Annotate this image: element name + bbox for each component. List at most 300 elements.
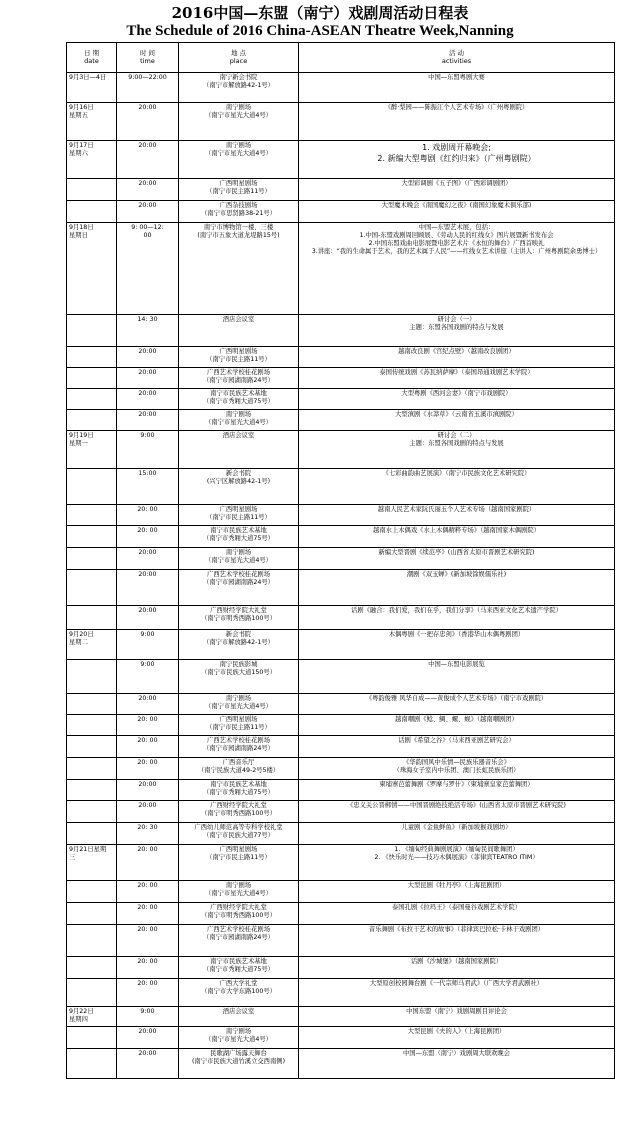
place-cell-line: 新会书院	[225, 470, 252, 477]
header-time-en: time	[140, 56, 155, 65]
activity-cell-line: 中国—东盟电影展览	[428, 661, 485, 668]
place-cell	[179, 179, 299, 201]
header-place	[179, 43, 299, 73]
header-place-cn: 地 点	[230, 48, 247, 57]
place-cell-line: 南宁民族影城	[219, 661, 258, 668]
time-cell	[117, 715, 179, 736]
activity-cell	[299, 103, 615, 141]
activity-cell	[299, 141, 615, 179]
time-cell-line: 20: 00	[137, 527, 158, 534]
place-cell	[179, 736, 299, 758]
place-cell	[179, 979, 299, 1007]
time-cell-line: 9:00	[140, 1008, 155, 1015]
table-row	[67, 179, 615, 201]
date-cell-line: 星期一	[69, 440, 88, 447]
activity-cell	[299, 780, 615, 801]
activity-cell-line: 《粤韵俊雅 风华自成——黄俊成个人艺术专场》（南宁市戏剧院）	[365, 695, 548, 702]
header-row	[67, 43, 615, 73]
date-cell	[67, 201, 117, 223]
schedule-table	[66, 42, 615, 1079]
activity-cell-line: 研讨会（二）	[437, 432, 476, 439]
place-cell	[179, 505, 299, 526]
place-cell-line: 广西音乐厅	[222, 759, 255, 766]
activity-cell-line: 潮剧《双玉蝉》(新加坡馀娱儒乐社)	[406, 571, 507, 578]
time-cell-line: 20:00	[138, 202, 157, 209]
activity-cell-line: 主题：东盟各国戏剧的特点与发展	[409, 324, 504, 331]
time-cell	[117, 1027, 179, 1049]
time-cell-line: 20:00	[138, 607, 157, 614]
time-cell-line: 20: 00	[137, 980, 158, 987]
table-row	[67, 736, 615, 758]
place-cell-line: （南宁市明秀西路100号）	[201, 615, 276, 622]
date-cell	[67, 979, 117, 1007]
date-cell	[67, 801, 117, 823]
place-cell-line: (兴宁区解放路42-1号)	[206, 478, 271, 485]
date-cell	[67, 881, 117, 903]
table-row	[67, 823, 615, 845]
place-cell-line: 南宁剧场	[225, 411, 252, 418]
place-cell	[179, 431, 299, 469]
date-cell	[67, 845, 117, 881]
place-cell-line: 民歌湖广场露天舞台	[210, 1050, 267, 1057]
time-cell	[117, 368, 179, 389]
date-cell-line: 星期六	[69, 150, 88, 157]
place-cell-line: 南宁市民族艺术基地	[210, 958, 267, 965]
place-cell-line: 南宁剧场	[225, 695, 252, 702]
place-cell-line: （南宁市园湖南路24号）	[203, 934, 274, 941]
place-cell	[179, 845, 299, 881]
time-cell-line: 9:00	[140, 432, 155, 439]
table-row	[67, 223, 615, 315]
activity-cell-line: 《七彩曲韵曲艺展演》（南宁市民族文化艺术研究院）	[382, 470, 531, 477]
place-cell	[179, 606, 299, 630]
time-cell-line: 20: 00	[137, 759, 158, 766]
place-cell	[179, 368, 299, 389]
place-cell	[179, 73, 299, 103]
table-row	[67, 660, 615, 694]
place-cell-line: （南宁市星光大道4号）	[205, 112, 272, 119]
table-row	[67, 957, 615, 979]
place-cell-line: （南宁市民主路11号）	[206, 188, 271, 195]
table-row	[67, 979, 615, 1007]
place-cell-line: （南宁市秀厢大道75号）	[203, 966, 274, 973]
place-cell	[179, 758, 299, 780]
place-cell	[179, 660, 299, 694]
activity-cell-line: 2. 新编大型粤剧《红约归来》（广州粤剧院）	[377, 154, 536, 163]
date-cell	[67, 103, 117, 141]
time-cell	[117, 903, 179, 925]
place-cell-line: 酒店会议室	[222, 1008, 255, 1015]
date-cell	[67, 410, 117, 431]
date-cell-line: 9月20日	[69, 631, 94, 638]
place-cell-line: （南宁市明秀西路100号）	[201, 810, 276, 817]
place-cell-line: （南宁市民族大道150号）	[201, 669, 276, 676]
activity-cell	[299, 845, 615, 881]
place-cell	[179, 347, 299, 368]
table-row	[67, 315, 615, 347]
place-cell-line: 广西艺术学校桂花剧场	[207, 369, 270, 376]
schedule-header	[0, 0, 640, 42]
activity-cell	[299, 925, 615, 957]
place-cell-line: 南宁剧场	[225, 882, 252, 889]
date-cell-line: 星期四	[69, 1016, 88, 1023]
place-cell	[179, 957, 299, 979]
time-cell	[117, 347, 179, 368]
table-row	[67, 780, 615, 801]
place-cell-line: 南宁市博物馆一楼、三楼	[203, 224, 274, 231]
place-cell	[179, 103, 299, 141]
place-cell-line: 广西艺术学校桂花剧场	[207, 737, 270, 744]
date-cell-line: 星期五	[69, 112, 88, 119]
table-row	[67, 505, 615, 526]
date-cell-line: 星期二	[69, 639, 88, 646]
place-cell	[179, 201, 299, 223]
table-row	[67, 548, 615, 570]
date-cell	[67, 141, 117, 179]
date-cell	[67, 73, 117, 103]
time-cell	[117, 660, 179, 694]
place-cell	[179, 801, 299, 823]
time-cell	[117, 694, 179, 715]
place-cell-line: 广西明星剧场	[219, 506, 258, 513]
activity-cell	[299, 548, 615, 570]
activity-cell	[299, 630, 615, 660]
activity-cell-line: 大型滇剧《水莽草》（云南省玉溪市滇剧院）	[395, 411, 518, 418]
time-cell	[117, 431, 179, 469]
place-cell-line: 广西财经学院大礼堂	[210, 607, 267, 614]
place-cell-line: 广西明星剧场	[219, 180, 258, 187]
activity-cell	[299, 881, 615, 903]
time-cell	[117, 548, 179, 570]
header-date	[67, 43, 117, 73]
place-cell-line: （南宁市民主路11号）	[206, 514, 271, 521]
time-cell	[117, 801, 179, 823]
place-cell-line: 酒店会议室	[222, 316, 255, 323]
place-cell-line: 新会书院	[225, 631, 252, 638]
activity-cell-line: 越南人民艺术家阮氏丽玉个人艺术专场（越南国家剧院）	[377, 506, 536, 513]
place-cell-line: （南宁市星光大道4号）	[205, 557, 272, 564]
place-cell-line: （南宁市星光大道4号）	[205, 703, 272, 710]
activity-cell-line: 中国—东盟（南宁）戏剧周大联欢晚会	[402, 1050, 511, 1057]
activity-cell	[299, 526, 615, 548]
time-cell	[117, 630, 179, 660]
time-cell	[117, 570, 179, 606]
activity-cell	[299, 1049, 615, 1079]
time-cell-line: 20:00	[138, 411, 157, 418]
table-row	[67, 881, 615, 903]
time-cell-line: 9:00	[140, 631, 155, 638]
activity-cell	[299, 201, 615, 223]
time-cell-line: 20: 00	[137, 926, 158, 933]
table-row	[67, 1007, 615, 1027]
place-cell-line: （南宁市秀厢大道75号）	[203, 535, 274, 542]
activity-cell-line: 大型原创校园舞台剧《一代宗师马君武》（广西大学君武剧社）	[369, 980, 544, 987]
activity-cell-line: 话剧《沙城堡》（越南国家剧院）	[410, 958, 503, 965]
header-activities-en: activities	[441, 56, 472, 65]
time-cell-line: 14: 30	[137, 316, 158, 323]
time-cell-line: 20:00	[138, 180, 157, 187]
place-cell-line: 南宁市民族艺术基地	[210, 527, 267, 534]
time-cell-line: 20:00	[138, 802, 157, 809]
date-cell-line: 9月16日	[69, 104, 94, 111]
table-row	[67, 431, 615, 469]
table-row	[67, 606, 615, 630]
activity-cell-line: 《醉·梨园——陈振江个人艺术专场》（广州粤剧院）	[384, 104, 529, 111]
activity-cell-line: 话剧《希望之谷》（马来西亚剧艺研究会）	[398, 737, 515, 744]
table-row	[67, 469, 615, 505]
activity-cell	[299, 570, 615, 606]
time-cell-line: 20:00	[138, 695, 157, 702]
place-cell-line: （南宁市园湖南路24号）	[203, 377, 274, 384]
time-cell-line: 20:00	[138, 781, 157, 788]
time-cell-line: 15:00	[138, 470, 157, 477]
time-cell-line: 20: 00	[137, 958, 158, 965]
place-cell-line: （南宁市园湖南路24号）	[203, 579, 274, 586]
place-cell-line: 南宁新会书院	[219, 74, 258, 81]
activity-cell-line: 话剧《融合：我们爱，我们在乎，我们分享》（马来西亚文化艺术遗产学院）	[351, 607, 562, 614]
activity-cell-line: 研讨会（一）	[437, 316, 476, 323]
place-cell-line: (南宁市民族大道竹溪立交西南侧)	[191, 1058, 286, 1065]
time-cell-line: 20:00	[138, 104, 157, 111]
header-place-en: place	[229, 56, 248, 65]
activity-cell	[299, 903, 615, 925]
activity-cell-line: 1.中国-东盟戏剧周回顾展、《劳动人民的红线女》图片展暨新书发布会	[359, 232, 554, 239]
activity-cell	[299, 715, 615, 736]
time-cell	[117, 823, 179, 845]
table-row	[67, 694, 615, 715]
date-cell	[67, 223, 117, 315]
place-cell-line: 南宁剧场	[225, 104, 252, 111]
place-cell	[179, 548, 299, 570]
activity-cell	[299, 389, 615, 410]
activity-cell-line: 2.中国东盟戏曲电影展暨电影艺术片《永恒的舞台》广西首映礼	[368, 240, 545, 247]
time-cell-line: 20: 00	[137, 506, 158, 513]
time-cell-line: 20:00	[138, 549, 157, 556]
activity-cell	[299, 694, 615, 715]
date-cell	[67, 957, 117, 979]
place-cell-line: （南宁市园湖南路24号）	[203, 745, 274, 752]
time-cell	[117, 606, 179, 630]
title-english: The Schedule of 2016 China-ASEAN Theatre Week,Nanning	[126, 23, 514, 39]
place-cell	[179, 694, 299, 715]
place-cell	[179, 1027, 299, 1049]
place-cell	[179, 1007, 299, 1027]
activity-cell	[299, 1027, 615, 1049]
table-row	[67, 1027, 615, 1049]
place-cell-line: 南宁剧场	[225, 142, 252, 149]
date-cell	[67, 548, 117, 570]
time-cell	[117, 315, 179, 347]
date-cell	[67, 606, 117, 630]
table-row	[67, 925, 615, 957]
activity-cell-line: 泰国孔剧《拉玛王》（泰国曼谷戏剧艺术学院）	[391, 904, 522, 911]
activity-cell	[299, 957, 615, 979]
place-cell	[179, 630, 299, 660]
place-cell-line: （南宁市解放路42-1号）	[203, 639, 274, 646]
place-cell-line: （南宁市大学东路100号）	[201, 988, 276, 995]
activity-cell-line: 越南改良剧《宫纪点壁》（越南改良剧团）	[398, 348, 515, 355]
time-cell	[117, 1007, 179, 1027]
table-row	[67, 73, 615, 103]
place-cell-line: 酒店会议室	[222, 432, 255, 439]
activity-cell-line: 大型彩调剧《五子图》（广西彩调剧团）	[401, 180, 512, 187]
place-cell-line: （南宁市秀厢大道75号）	[203, 789, 274, 796]
date-cell	[67, 1049, 117, 1079]
place-cell	[179, 469, 299, 505]
time-cell	[117, 957, 179, 979]
place-cell-line: 广西大学礼堂	[219, 980, 258, 987]
place-cell	[179, 570, 299, 606]
date-cell	[67, 347, 117, 368]
date-cell	[67, 903, 117, 925]
activity-cell	[299, 758, 615, 780]
activity-cell-line: 大型魔术晚会《南国魔幻之夜》(南国幻象魔术俱乐部)	[381, 202, 532, 209]
title-chinese: 2016中国—东盟（南宁）戏剧周活动日程表	[171, 4, 469, 22]
header-date-en: date	[84, 56, 99, 65]
place-cell-line: （南宁市民族大道77号）	[203, 832, 274, 839]
activity-cell-line: 大型昆剧《夫的人》（上海昆剧团）	[407, 1028, 506, 1035]
place-cell	[179, 223, 299, 315]
table-row	[67, 201, 615, 223]
place-cell-line: （南宁市星光大道4号）	[205, 150, 272, 157]
activity-cell	[299, 660, 615, 694]
place-cell-line: 广西明星剧场	[219, 348, 258, 355]
time-cell	[117, 141, 179, 179]
place-cell-line: （南宁市民主路11号）	[206, 854, 271, 861]
activity-cell-line: 泰国传统戏剧《苏瓦纳萨摩》（泰国昂通戏剧艺术学院）	[379, 369, 534, 376]
place-cell-line: 广西明星剧场	[219, 846, 258, 853]
time-cell-line: 20:00	[138, 348, 157, 355]
date-cell	[67, 505, 117, 526]
date-cell	[67, 925, 117, 957]
place-cell-line: （南宁市解放路42-1号）	[203, 82, 274, 89]
time-cell	[117, 780, 179, 801]
date-cell	[67, 315, 117, 347]
activity-cell	[299, 315, 615, 347]
time-cell	[117, 201, 179, 223]
activity-cell	[299, 469, 615, 505]
activity-cell-line: 柬埔寨芭蕾舞剧《罗摩与罗什》（柬埔寨皇家芭蕾舞团）	[379, 781, 534, 788]
activity-cell-line: 《忠义关公晋梆情——中国晋剧绝技绝活专场》(山西省太原市晋剧艺术研究院)	[346, 802, 566, 809]
place-cell-line: （南宁市民主路11号）	[206, 724, 271, 731]
place-cell-line: 南宁剧场	[225, 549, 252, 556]
activity-cell-line: 中国—东盟艺术展，包括：	[418, 224, 495, 231]
place-cell-line: （南宁民族大道49-2号5楼）	[197, 767, 280, 774]
date-cell	[67, 368, 117, 389]
activity-cell	[299, 347, 615, 368]
place-cell	[179, 903, 299, 925]
place-cell	[179, 780, 299, 801]
place-cell-line: 广西财经学院大礼堂	[210, 802, 267, 809]
place-cell-line: （南宁市星光大道4号）	[205, 890, 272, 897]
place-cell	[179, 389, 299, 410]
activity-cell	[299, 179, 615, 201]
place-cell	[179, 881, 299, 903]
date-cell	[67, 1007, 117, 1027]
header-date-cn: 日 期	[83, 48, 100, 57]
date-cell-line: 9月17日	[69, 142, 94, 149]
date-cell-line: 9月19日	[69, 432, 94, 439]
time-cell-line: 9: 00—12:	[131, 224, 164, 231]
date-cell	[67, 389, 117, 410]
activity-cell-line: 1. 《缅甸经典舞剧展演》（缅甸民间歌舞团）	[394, 846, 519, 853]
activity-cell	[299, 73, 615, 103]
time-cell-line: 20:00	[138, 571, 157, 578]
time-cell	[117, 979, 179, 1007]
activity-cell-line: 1. 戏剧周开幕晚会;	[422, 143, 491, 152]
time-cell-line: 20:00	[138, 142, 157, 149]
date-cell	[67, 469, 117, 505]
activity-cell-line: 中国东盟（南宁）戏剧周剧目评论会	[406, 1008, 507, 1015]
activity-cell-line: 儿童剧《金鱼鲜鱼》（新加坡猴戏剧坊）	[401, 824, 512, 831]
activity-cell	[299, 505, 615, 526]
table-row	[67, 389, 615, 410]
place-cell	[179, 823, 299, 845]
activity-cell-line: 新编大型晋剧《续范亭》(山西省太原市晋剧艺术研究院)	[378, 549, 535, 556]
time-cell-line: 20: 30	[137, 824, 158, 831]
table-row	[67, 368, 615, 389]
place-cell	[179, 141, 299, 179]
date-cell	[67, 823, 117, 845]
activity-cell-line: 主题：东盟各国戏剧的特点与发展	[409, 440, 504, 447]
place-cell	[179, 715, 299, 736]
activity-cell	[299, 801, 615, 823]
place-cell	[179, 315, 299, 347]
place-cell-line: 广西杂技剧场	[219, 202, 258, 209]
activity-cell	[299, 606, 615, 630]
place-cell-line: 广西艺术学校桂花剧场	[207, 926, 270, 933]
date-cell	[67, 736, 117, 758]
time-cell	[117, 103, 179, 141]
activity-cell	[299, 431, 615, 469]
date-cell	[67, 660, 117, 694]
activity-cell-line: 2. 《快乐时光——技巧木偶展演》（菲律宾TEATRO ITIM）	[374, 854, 539, 861]
table-row	[67, 103, 615, 141]
time-cell	[117, 736, 179, 758]
activity-cell-line: （珠海女子室内中乐团、澳门长虹民族乐团）	[393, 767, 520, 774]
time-cell	[117, 469, 179, 505]
place-cell-line: （南宁市明秀西路100号）	[201, 912, 276, 919]
date-cell-line: 9月18日	[69, 224, 94, 231]
place-cell	[179, 925, 299, 957]
place-cell	[179, 1049, 299, 1079]
time-cell	[117, 526, 179, 548]
time-cell	[117, 179, 179, 201]
time-cell-line: 20:00	[138, 1050, 157, 1057]
activity-cell	[299, 223, 615, 315]
table-row	[67, 570, 615, 606]
activity-cell-line: 大型粤剧《西河会妻》（南宁市戏剧院）	[401, 390, 512, 397]
time-cell	[117, 505, 179, 526]
place-cell-line: 广西幼儿师范高等专科学校礼堂	[194, 824, 283, 831]
place-cell-line: 广西艺术学校桂花剧场	[207, 571, 270, 578]
activity-cell	[299, 1007, 615, 1027]
date-cell	[67, 570, 117, 606]
place-cell-line: 广西明星剧场	[219, 716, 258, 723]
date-cell	[67, 1027, 117, 1049]
time-cell-line: 20:00	[138, 1028, 157, 1035]
place-cell-line: 南宁剧场	[225, 1028, 252, 1035]
date-cell	[67, 630, 117, 660]
header-time-cn: 时 间	[139, 48, 156, 57]
table-row	[67, 903, 615, 925]
time-cell-line: 20: 00	[137, 716, 158, 723]
header-activities-cn: 活 动	[448, 48, 465, 57]
activity-cell-line: 音乐舞剧《布拉干艺术的故事》（菲律宾巴拉松·卡林干戏剧团）	[368, 926, 545, 933]
table-row	[67, 845, 615, 881]
activity-cell-line: 《华韵国风中乐情—民族乐器音乐会》	[402, 759, 511, 766]
date-cell-line: 9月22日	[69, 1008, 94, 1015]
